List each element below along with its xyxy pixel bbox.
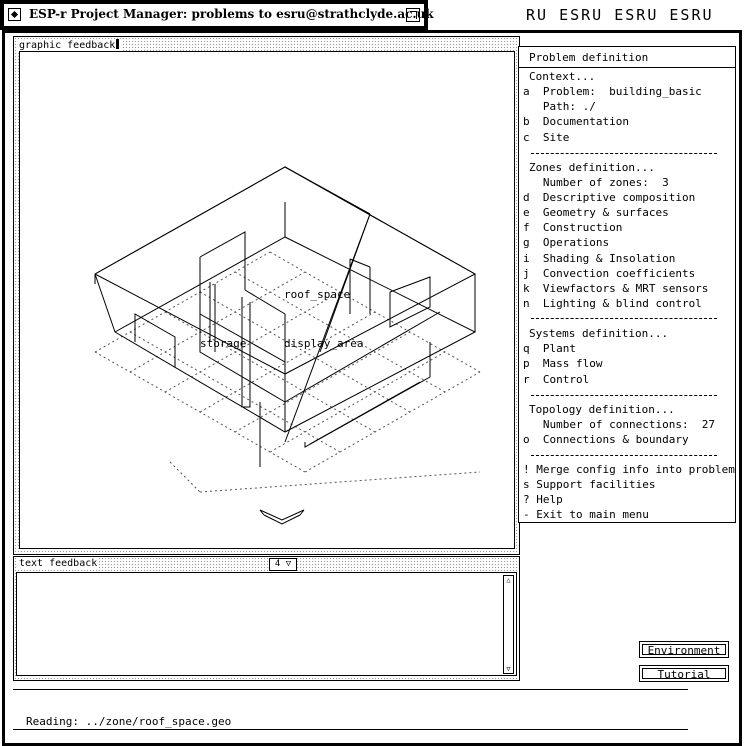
title-bar[interactable] bbox=[0, 0, 434, 30]
scroll-up-icon[interactable]: △ bbox=[506, 576, 511, 584]
status-divider-top bbox=[13, 689, 688, 690]
menu-item-construction[interactable]: f Construction bbox=[523, 221, 623, 234]
menu-section-zones: Zones definition... bbox=[529, 161, 655, 174]
menu-item-number-of-zones: Number of zones: 3 bbox=[523, 176, 669, 189]
environment-button-label: Environment bbox=[642, 644, 726, 655]
menu-item-viewfactors-mrt[interactable]: k Viewfactors & MRT sensors bbox=[523, 282, 709, 295]
text-feedback-scrollbar[interactable] bbox=[503, 575, 514, 674]
title-bar-inner bbox=[3, 3, 434, 27]
menu-title-divider bbox=[519, 67, 735, 68]
menu-section-context: Context... bbox=[529, 70, 596, 83]
menu-item-number-of-connections: Number of connections: 27 bbox=[523, 418, 716, 431]
graphic-feedback-panel bbox=[13, 36, 520, 555]
menu-item-control[interactable]: r Control bbox=[523, 373, 590, 386]
menu-title: Problem definition bbox=[529, 51, 649, 64]
status-bar bbox=[13, 685, 693, 733]
menu-item-help[interactable]: ? Help bbox=[523, 493, 563, 506]
tutorial-button[interactable] bbox=[639, 665, 729, 682]
menu-item-operations[interactable]: g Operations bbox=[523, 236, 610, 249]
menu-item-geometry-surfaces[interactable]: e Geometry & surfaces bbox=[523, 206, 669, 219]
menu-section-systems: Systems definition... bbox=[529, 327, 669, 340]
zone-label-roof-space: roof_space bbox=[284, 288, 351, 301]
menu-item-plant[interactable]: q Plant bbox=[523, 342, 576, 355]
menu-divider bbox=[531, 395, 717, 396]
text-feedback-panel bbox=[13, 556, 520, 681]
zone-label-storage: storage bbox=[200, 337, 247, 350]
zone-label-display-area: display_area bbox=[284, 337, 364, 350]
text-feedback-label: text feedback bbox=[19, 558, 98, 569]
desktop-background-text: RU ESRU ESRU ESRU bbox=[526, 0, 744, 32]
cursor-icon bbox=[116, 39, 119, 49]
window-menu-icon[interactable] bbox=[8, 8, 21, 21]
status-divider-bottom bbox=[13, 729, 688, 730]
scroll-down-icon[interactable]: ▽ bbox=[506, 665, 511, 673]
menu-item-mass-flow[interactable]: p Mass flow bbox=[523, 357, 603, 370]
menu-item-merge-config[interactable]: ! Merge config info into problem bbox=[523, 463, 735, 476]
menu-divider bbox=[531, 455, 717, 456]
graphic-view[interactable] bbox=[19, 51, 515, 549]
menu-item-documentation[interactable]: b Documentation bbox=[523, 115, 629, 128]
menu-divider bbox=[531, 318, 717, 319]
menu-item-lighting-blind[interactable]: n Lighting & blind control bbox=[523, 297, 702, 310]
menu-item-path: Path: ./ bbox=[523, 100, 596, 113]
menu-section-topology: Topology definition... bbox=[529, 403, 675, 416]
menu-item-descriptive-composition[interactable]: d Descriptive composition bbox=[523, 191, 696, 204]
maximize-icon[interactable] bbox=[406, 8, 420, 22]
status-message: Reading: ../zone/roof_space.geo bbox=[26, 715, 232, 728]
window-title: ESP-r Project Manager: problems to esru@strathclyde.ac.uk bbox=[29, 7, 434, 21]
menu-item-support-facilities[interactable]: s Support facilities bbox=[523, 478, 656, 491]
menu-item-shading-insolation[interactable]: i Shading & Insolation bbox=[523, 252, 676, 265]
main-window bbox=[2, 30, 742, 746]
menu-item-connections-boundary[interactable]: o Connections & boundary bbox=[523, 433, 689, 446]
tutorial-button-label: Tutorial bbox=[642, 668, 726, 679]
menu-item-convection-coefficients[interactable]: j Convection coefficients bbox=[523, 267, 696, 280]
menu-item-site[interactable]: c Site bbox=[523, 131, 570, 144]
menu-divider bbox=[531, 153, 717, 154]
problem-definition-menu bbox=[518, 46, 736, 523]
building-wireframe bbox=[20, 52, 514, 548]
text-feedback-size-spinner[interactable]: 4 ▽ bbox=[269, 558, 297, 571]
menu-item-exit[interactable]: - Exit to main menu bbox=[523, 508, 649, 521]
environment-button[interactable] bbox=[639, 641, 729, 658]
text-feedback-area[interactable] bbox=[16, 572, 517, 676]
graphic-feedback-label: graphic feedback bbox=[17, 39, 121, 52]
menu-item-problem[interactable]: a Problem: building_basic bbox=[523, 85, 702, 98]
